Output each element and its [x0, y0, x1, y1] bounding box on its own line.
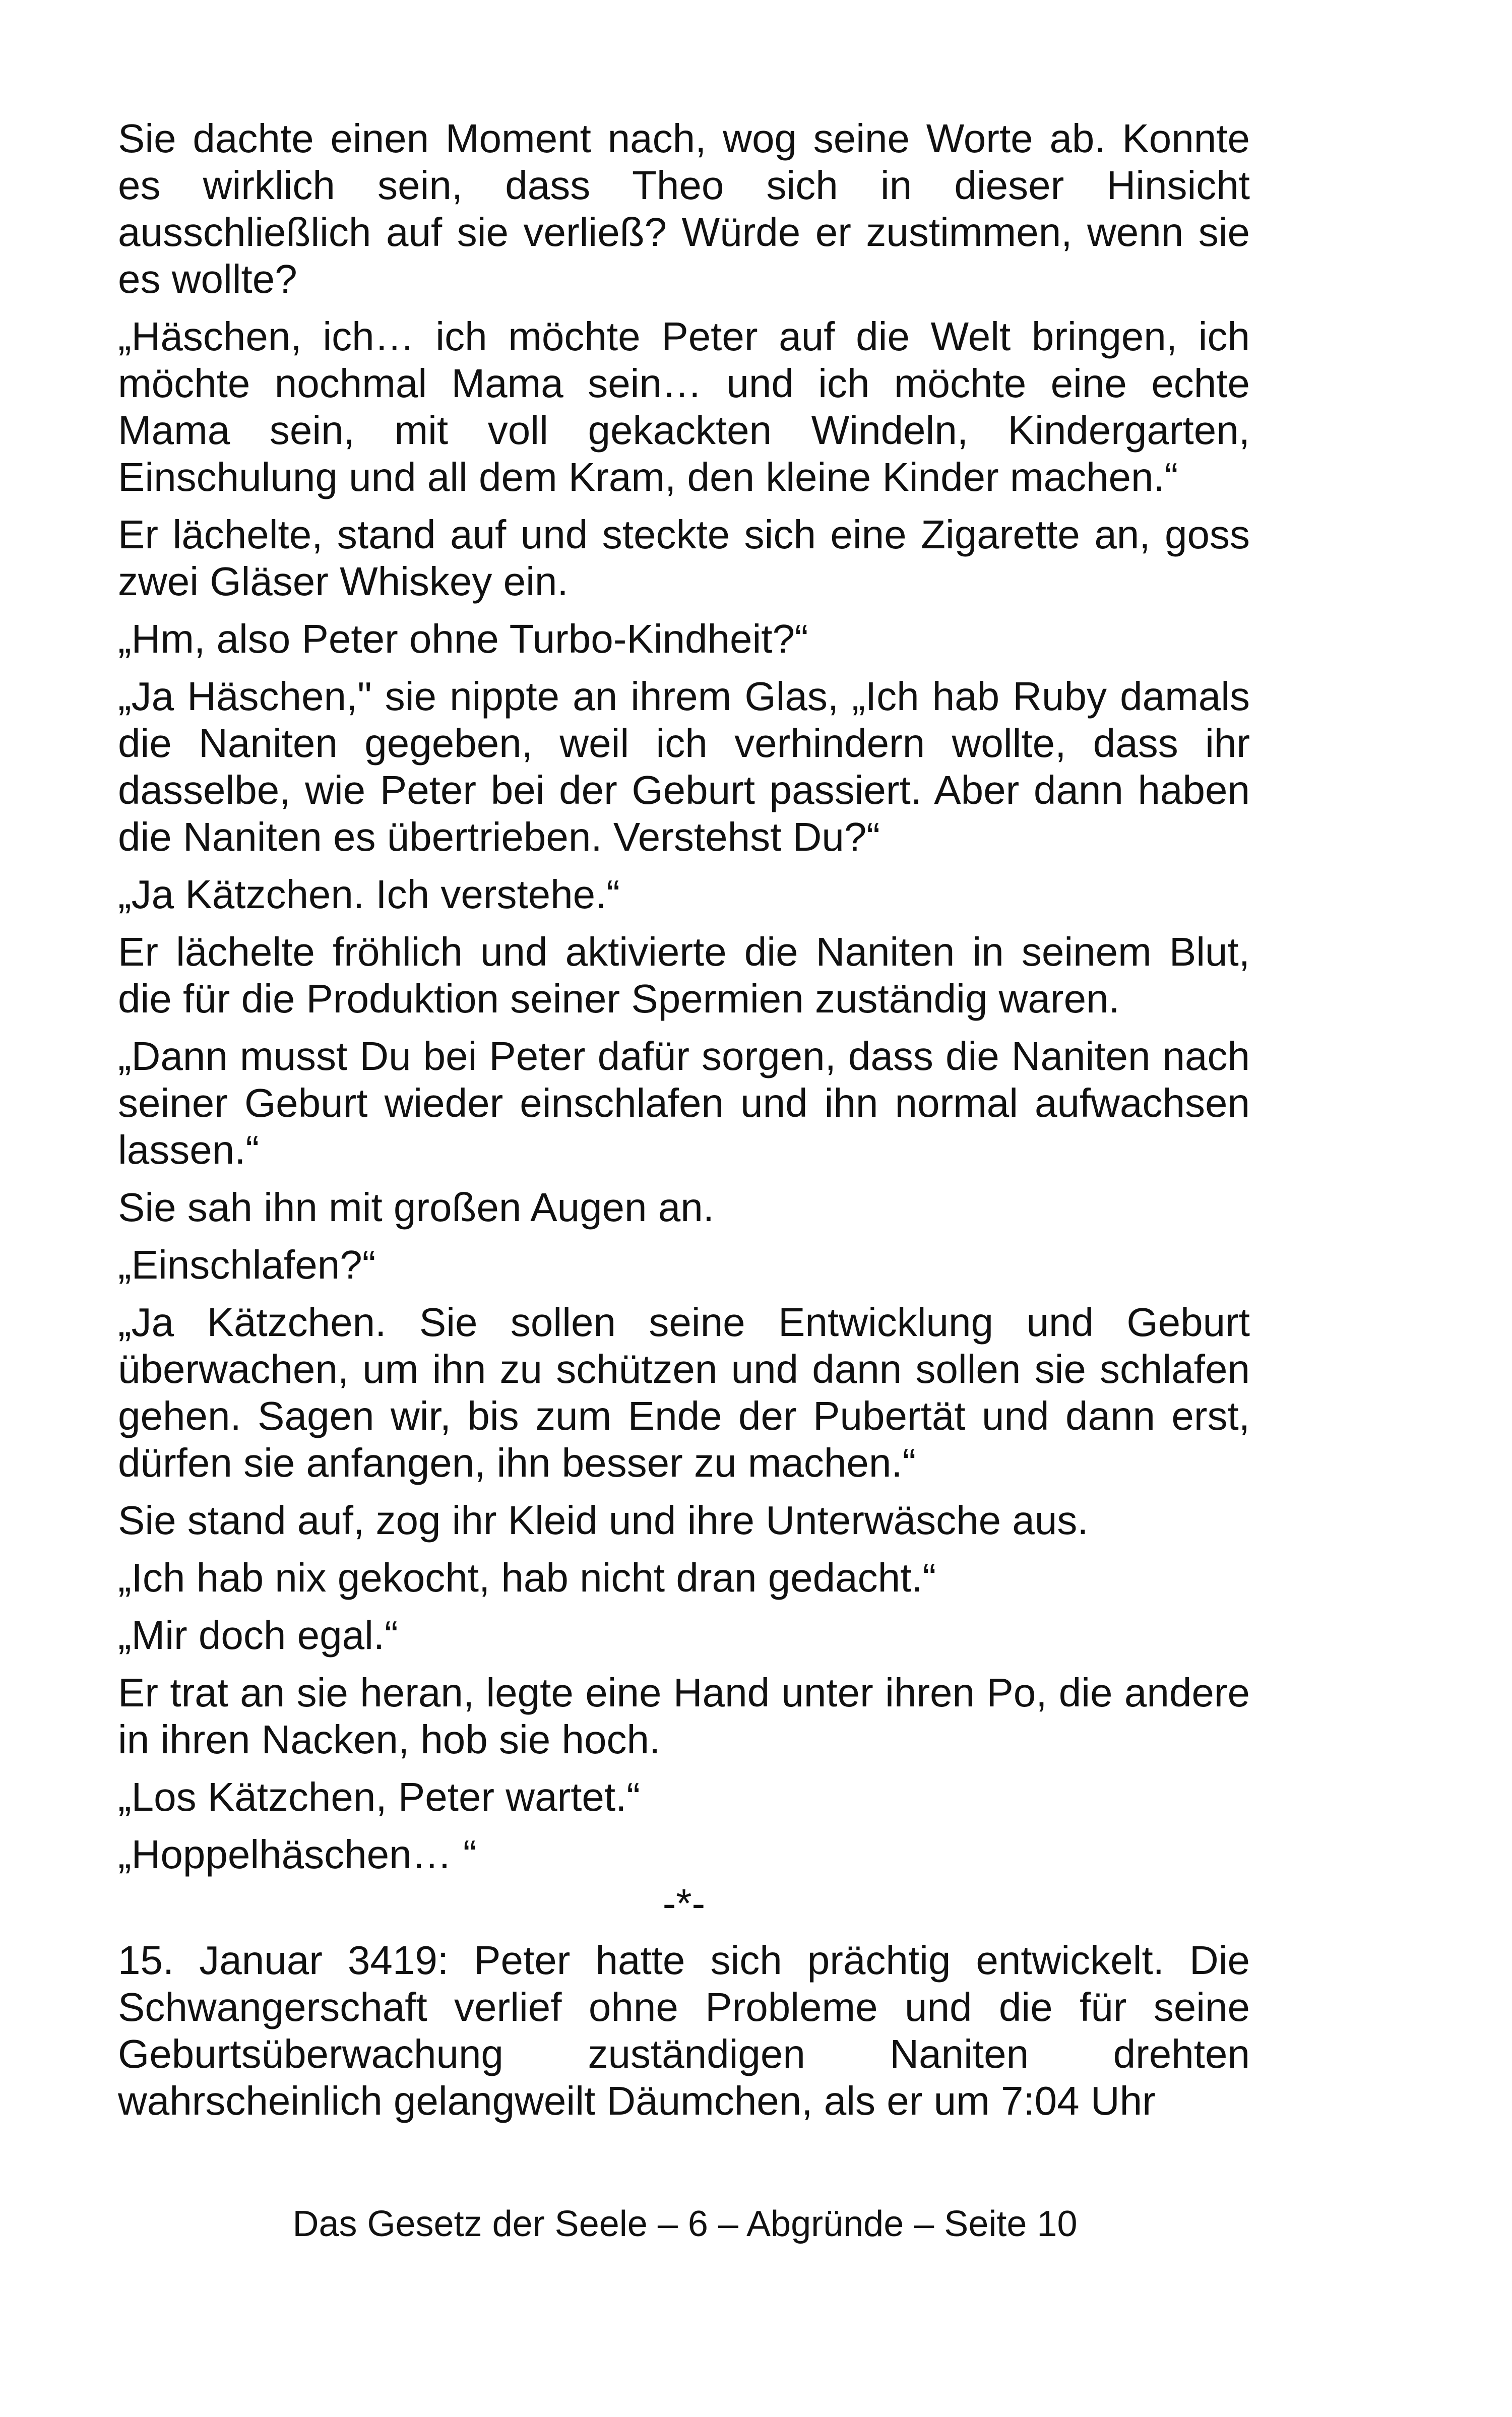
page-footer: Das Gesetz der Seele – 6 – Abgründe – Seite 10 — [292, 2204, 1078, 2244]
paragraph: „Einschlafen?“ — [118, 1242, 376, 1287]
paragraph: „Hm, also Peter ohne Turbo-Kindheit?“ — [118, 616, 808, 661]
page-body — [118, 115, 1250, 2124]
closing-paragraph: 15. Januar 3419: Peter hatte sich prächtig entwickelt. Die Schwangerschaft verlief ohne Probleme und die für seine Geburtsüberwachung zuständigen Naniten drehten wahrscheinlich gelangweilt Däumchen, als er um 7:04 Uhr — [118, 1938, 1250, 2123]
paragraph: „Ja Kätzchen. Ich verstehe.“ — [118, 872, 620, 917]
paragraph: Er lächelte, stand auf und steckte sich eine Zigarette an, goss zwei Gläser Whiskey ein. — [118, 512, 1250, 604]
paragraph: „Häschen, ich… ich möchte Peter auf die Welt bringen, ich möchte nochmal Mama sein… und ich möchte eine echte Mama sein, mit voll gekackten Windeln, Kindergarten, Einschulung und all dem Kram, den kleine Kinder machen.“ — [118, 314, 1250, 499]
paragraph: Er lächelte fröhlich und aktivierte die Naniten in seinem Blut, die für die Produktion seiner Spermien zuständig waren. — [118, 929, 1250, 1021]
paragraph: „Mir doch egal.“ — [118, 1613, 398, 1658]
paragraph: „Ja Häschen," sie nippte an ihrem Glas, „Ich hab Ruby damals die Naniten gegeben, weil ich verhindern wollte, dass ihr dasselbe, wie Peter bei der Geburt passiert. Aber dann haben die Naniten es übertrieben. Verstehst Du?“ — [118, 674, 1250, 859]
paragraph: „Ich hab nix gekocht, hab nicht dran gedacht.“ — [118, 1555, 936, 1600]
paragraph: „Los Kätzchen, Peter wartet.“ — [118, 1774, 641, 1819]
paragraph: „Dann musst Du bei Peter dafür sorgen, dass die Naniten nach seiner Geburt wieder einschlafen und ihn normal aufwachsen lassen.“ — [118, 1034, 1250, 1172]
paragraph: Sie stand auf, zog ihr Kleid und ihre Unterwäsche aus. — [118, 1498, 1089, 1543]
paragraph: „Hoppelhäschen… “ — [118, 1832, 477, 1877]
paragraph: Sie dachte einen Moment nach, wog seine Worte ab. Konnte es wirklich sein, dass Theo sich in dieser Hinsicht ausschließlich auf sie verließ? Würde er zustimmen, wenn sie es wollte? — [118, 116, 1250, 301]
paragraph: Er trat an sie heran, legte eine Hand unter ihren Po, die andere in ihren Nacken, hob sie hoch. — [118, 1670, 1250, 1762]
section-separator: -*- — [662, 1881, 706, 1926]
paragraph: „Ja Kätzchen. Sie sollen seine Entwicklung und Geburt überwachen, um ihn zu schützen und dann sollen sie schlafen gehen. Sagen wir, bis zum Ende der Pubertät und dann erst, dürfen sie anfangen, ihn besser zu machen.“ — [118, 1300, 1250, 1485]
paragraph: Sie sah ihn mit großen Augen an. — [118, 1185, 714, 1230]
